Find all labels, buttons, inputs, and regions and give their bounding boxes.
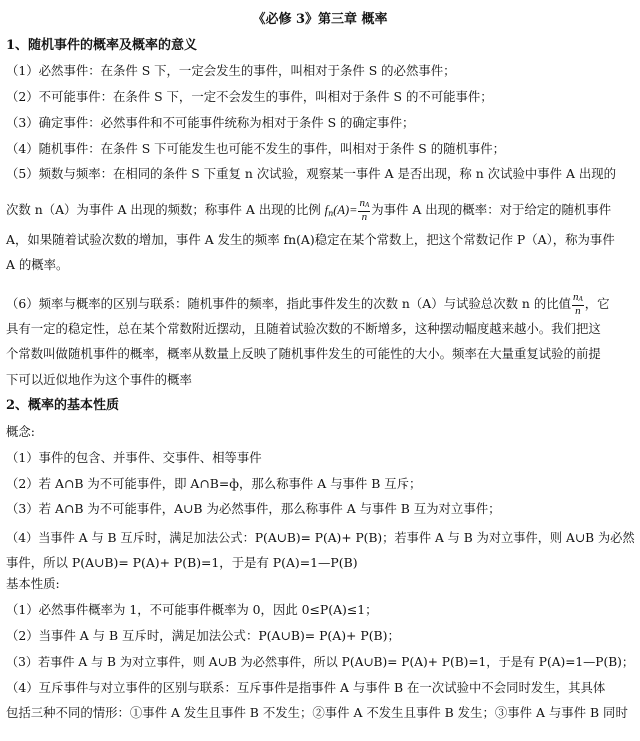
s1-item-4: （4）随机事件：在条件 S 下可能发生也可能不发生的事件，叫相对于条件 S 的随机事件； [6,141,506,156]
concept-label: 概念: [6,424,35,439]
basic-properties-label: 基本性质: [6,576,60,591]
ratio-fraction [572,292,584,317]
s1-item-5-line-1: （5）频数与频率：在相同的条件 S 下重复 n 次试验，观察某一事件 A 是否出现，称 n 次试验中事件 A 出现的 [6,166,617,181]
concept-item-4-line-2: 事件，所以 P(A∪B)= P(A)+ P(B)=1，于是有 P(A)=1—P(B) [6,555,358,570]
fraction-numerator: nA [572,292,584,306]
s1-item-6-line-1-text-a: （6）频率与概率的区别与联系：随机事件的频率，指此事件发生的次数 n（A）与试验总次数 n 的比值 [6,296,572,311]
frequency-subscript: n [328,209,334,218]
s1-item-5-line-2-text-b: 为事件 A 出现的概率：对于给定的随机事件 [371,202,612,217]
frequency-arg: (A)= [333,203,358,217]
s1-item-5-line-2-text-a: 次数 n（A）为事件 A 出现的频数；称事件 A 出现的比例 [6,202,325,217]
concept-item-4-line-1: （4）当事件 A 与 B 互斥时，满足加法公式：P(A∪B)= P(A)+ P(B)；若事件 A 与 B 为对立事件，则 A∪B 为必然 [6,531,635,545]
fraction-denominator: n [575,305,581,317]
section1-heading: 1、随机事件的概率及概率的意义 [6,38,198,53]
s1-item-2: （2）不可能事件：在条件 S 下，一定不会发生的事件，叫相对于条件 S 的不可能事件； [6,89,493,104]
s1-item-3: （3）确定事件：必然事件和不可能事件统称为相对于条件 S 的确定事件； [6,115,415,130]
s1-item-6-line-1 [6,292,610,317]
concept-item-1: （1）事件的包含、并事件、交事件、相等事件 [6,450,262,465]
s1-item-6-line-3: 个常数叫做随机事件的概率，概率从数量上反映了随机事件发生的可能性的大小。频率在大量重复试验的前提 [6,346,601,361]
basic-item-3: （3）若事件 A 与 B 为对立事件，则 A∪B 为必然事件，所以 P(A∪B)= P(A)+ P(B)=1，于是有 P(A)=1—P(B)； [6,655,635,669]
s1-item-1: （1）必然事件：在条件 S 下，一定会发生的事件，叫相对于条件 S 的必然事件； [6,63,456,78]
s1-item-5-line-3: A，如果随着试验次数的增加，事件 A 发生的频率 fn(A)稳定在某个常数上，把这个常数记作 P（A），称为事件 [6,232,615,247]
s1-item-6-line-4: 下可以近似地作为这个事件的概率 [6,372,192,387]
s1-item-6-line-1-text-b: ，它 [584,296,610,311]
concept-item-2: （2）若 A∩B 为不可能事件，即 A∩B=ф，那么称事件 A 与事件 B 互斥； [6,476,422,491]
frequency-symbol: f [324,203,329,217]
basic-item-1: （1）必然事件概率为 1，不可能事件概率为 0，因此 0≤P(A)≤1； [6,602,378,617]
frequency-fraction [358,198,370,223]
basic-item-2: （2）当事件 A 与 B 互斥时，满足加法公式：P(A∪B)= P(A)+ P(B)； [6,628,400,643]
concept-item-3: （3）若 A∩B 为不可能事件，A∪B 为必然事件，那么称事件 A 与事件 B 互为对立事件； [6,501,501,516]
fraction-numerator: nA [358,198,370,212]
page-title: 《必修 3》第三章 概率 [252,12,388,27]
section2-heading: 2、概率的基本性质 [6,398,120,413]
fraction-denominator: n [361,211,368,223]
basic-item-4-line-2: 包括三种不同的情形：①事件 A 发生且事件 B 不发生；②事件 A 不发生且事件 B 发生；③事件 A 与事件 B 同时 [6,705,628,720]
basic-item-4-line-1: （4）互斥事件与对立事件的区别与联系：互斥事件是指事件 A 与事件 B 在一次试验中不会同时发生，其具体 [6,680,606,695]
s1-item-5-line-2 [6,198,611,223]
s1-item-6-line-2: 具有一定的稳定性，总在某个常数附近摆动，且随着试验次数的不断增多，这种摆动幅度越来越小。我们把这 [6,321,601,336]
s1-item-5-line-4: A 的概率。 [6,257,69,272]
